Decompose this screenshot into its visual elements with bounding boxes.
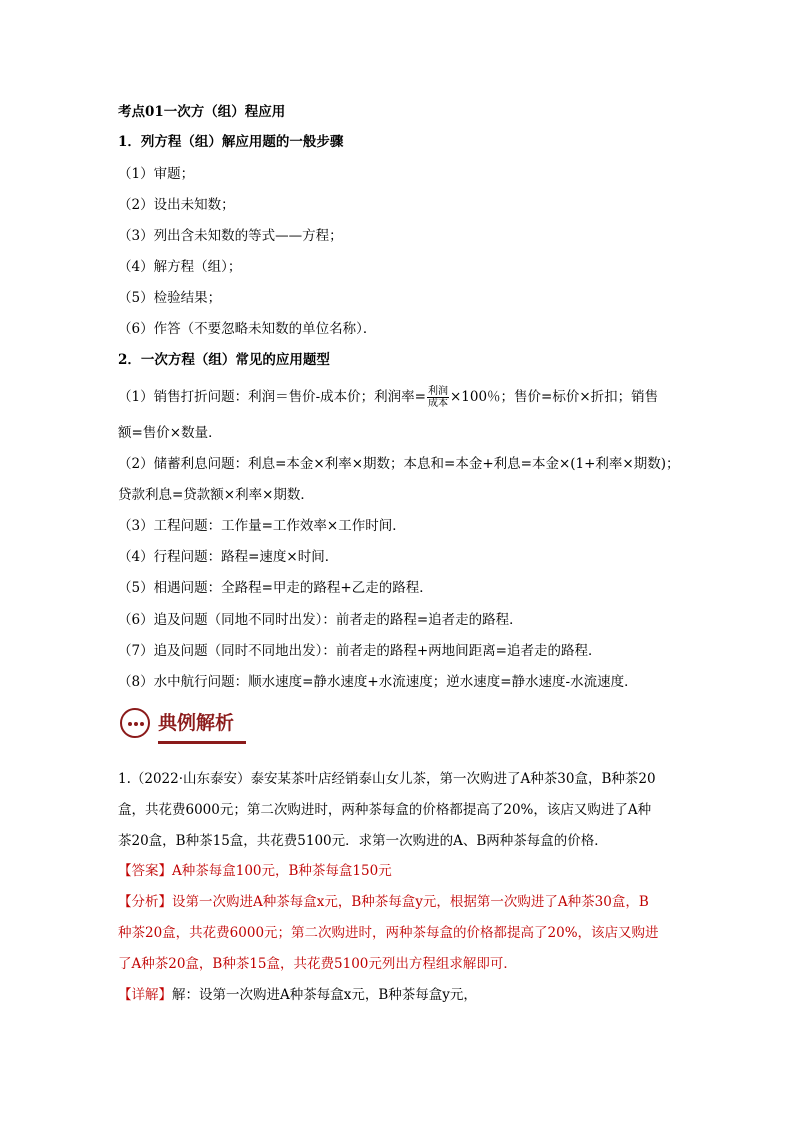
type-item: （7）追及问题（同时不同地出发）：前者走的路程+两地间距离=追者走的路程． [118, 643, 602, 659]
step-item: （5）检验结果； [118, 290, 222, 306]
analysis-line [118, 893, 649, 911]
step-item: （3）列出含未知数的等式——方程； [118, 228, 343, 244]
type-item: （6）追及问题（同地不同时出发）：前者走的路程=追者走的路程． [118, 612, 523, 628]
heading-types: 2．一次方程（组）常见的应用题型 [118, 352, 330, 368]
answer-text: A种茶每盒100元，B种茶每盒150元 [172, 863, 392, 879]
type-item: （8）水中航行问题：顺水速度=静水速度+水流速度；逆水速度=静水速度-水流速度． [118, 674, 638, 690]
fraction-numerator: 利润 [427, 386, 448, 397]
step-item: （1）审题； [118, 166, 195, 182]
type-savings-line1: （2）储蓄利息问题：利息=本金×利率×期数；本息和=本金+利息=本金×(1+利率×期数)； [118, 456, 680, 472]
question-line: 1.（2022·山东泰安）泰安某茶叶店经销泰山女儿茶，第一次购进了A种茶30盒，B种茶20 [118, 771, 656, 787]
type-sales-text-before: （1）销售打折问题：利润＝售价-成本价；利润率= [118, 389, 426, 405]
heading-steps: 1．列方程（组）解应用题的一般步骤 [118, 134, 344, 150]
type-savings-line2: 贷款利息=贷款额×利率×期数． [118, 487, 314, 503]
type-sales-text-after: ×100％；售价=标价×折扣；销售 [449, 389, 659, 405]
analysis-label: 【分析】 [118, 894, 172, 910]
header-underline [158, 741, 246, 744]
question-line: 盒，共花费6000元；第二次购进时，两种茶每盒的价格都提高了20%，该店又购进了A种 [118, 802, 652, 818]
fraction-denominator: 成本 [427, 398, 448, 409]
analysis-line: 种茶20盒，共花费6000元；第二次购进时，两种茶每盒的价格都提高了20%，该店又购进 [118, 925, 659, 941]
step-item: （4）解方程（组）； [118, 259, 242, 275]
answer-label: 【答案】 [118, 863, 172, 879]
analysis-text: 设第一次购进A种茶每盒x元，B种茶每盒y元，根据第一次购进了A种茶30盒，B [172, 894, 649, 910]
more-dots-icon [120, 708, 150, 738]
type-item: （3）工程问题：工作量=工作效率×工作时间． [118, 518, 406, 534]
type-item: （5）相遇问题：全路程=甲走的路程+乙走的路程． [118, 580, 433, 596]
type-item: （4）行程问题：路程=速度×时间． [118, 549, 339, 565]
detail-text: 解：设第一次购进A种茶每盒x元，B种茶每盒y元， [172, 987, 477, 1003]
detail-label: 【详解】 [118, 987, 172, 1003]
analysis-line: 了A种茶20盒，B种茶15盒，共花费5100元列出方程组求解即可． [118, 956, 517, 972]
example-header-title: 典例解析 [158, 712, 235, 734]
question-line: 茶20盒，B种茶15盒，共花费5100元．求第一次购进的A、B两种茶每盒的价格． [118, 833, 608, 849]
example-section-header [120, 708, 270, 746]
answer-line [118, 862, 392, 880]
section-title: 考点01一次方（组）程应用 [118, 104, 286, 120]
type-sales-line1 [118, 386, 658, 409]
profit-rate-fraction [427, 386, 449, 409]
step-item: （6）作答（不要忽略未知数的单位名称）． [118, 321, 377, 337]
detail-line [118, 986, 477, 1004]
step-item: （2）设出未知数； [118, 197, 235, 213]
type-sales-line2: 额=售价×数量． [118, 425, 222, 441]
